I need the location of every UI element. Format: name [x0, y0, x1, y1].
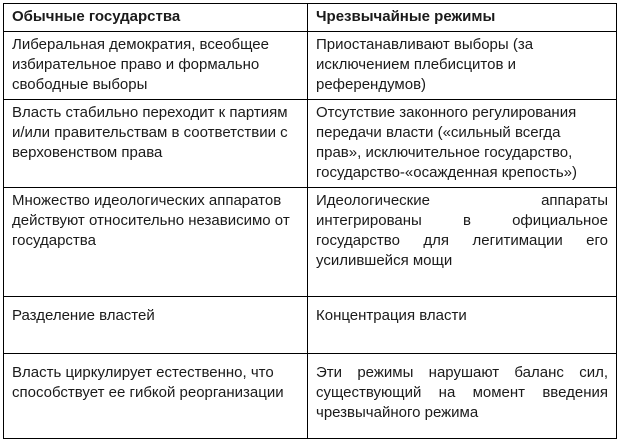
cell-emergency: Концентрация власти — [308, 297, 617, 354]
header-row — [4, 4, 617, 32]
cell-ordinary: Либеральная демократия, всеобщее избирательное право и формально свободные выборы — [4, 32, 308, 100]
cell-emergency: Эти режимы нарушают баланс сил, существующий на момент введения чрезвычайного режима — [308, 354, 617, 439]
table-row — [4, 32, 617, 100]
table-row — [4, 297, 617, 354]
comparison-table — [3, 3, 617, 439]
cell-emergency: Идеологические аппараты интегрированы в официальное государство для легитимации его усилившейся мощи — [308, 188, 617, 297]
table-row — [4, 188, 617, 297]
cell-ordinary: Множество идеологических аппаратов действуют относительно независимо от государства — [4, 188, 308, 297]
cell-emergency: Отсутствие законного регулирования передачи власти («сильный всегда прав», исключительное государство, государство-«осажденная крепость») — [308, 100, 617, 188]
table-row — [4, 354, 617, 439]
cell-emergency: Приостанавливают выборы (за исключением плебисцитов и референдумов) — [308, 32, 617, 100]
table-row — [4, 100, 617, 188]
header-emergency-regimes: Чрезвычайные режимы — [308, 4, 617, 32]
cell-ordinary: Власть циркулирует естественно, что способствует ее гибкой реорганизации — [4, 354, 308, 439]
header-ordinary-states: Обычные государства — [4, 4, 308, 32]
cell-ordinary: Разделение властей — [4, 297, 308, 354]
cell-ordinary: Власть стабильно переходит к партиям и/или правительствам в соответствии с верховенством права — [4, 100, 308, 188]
